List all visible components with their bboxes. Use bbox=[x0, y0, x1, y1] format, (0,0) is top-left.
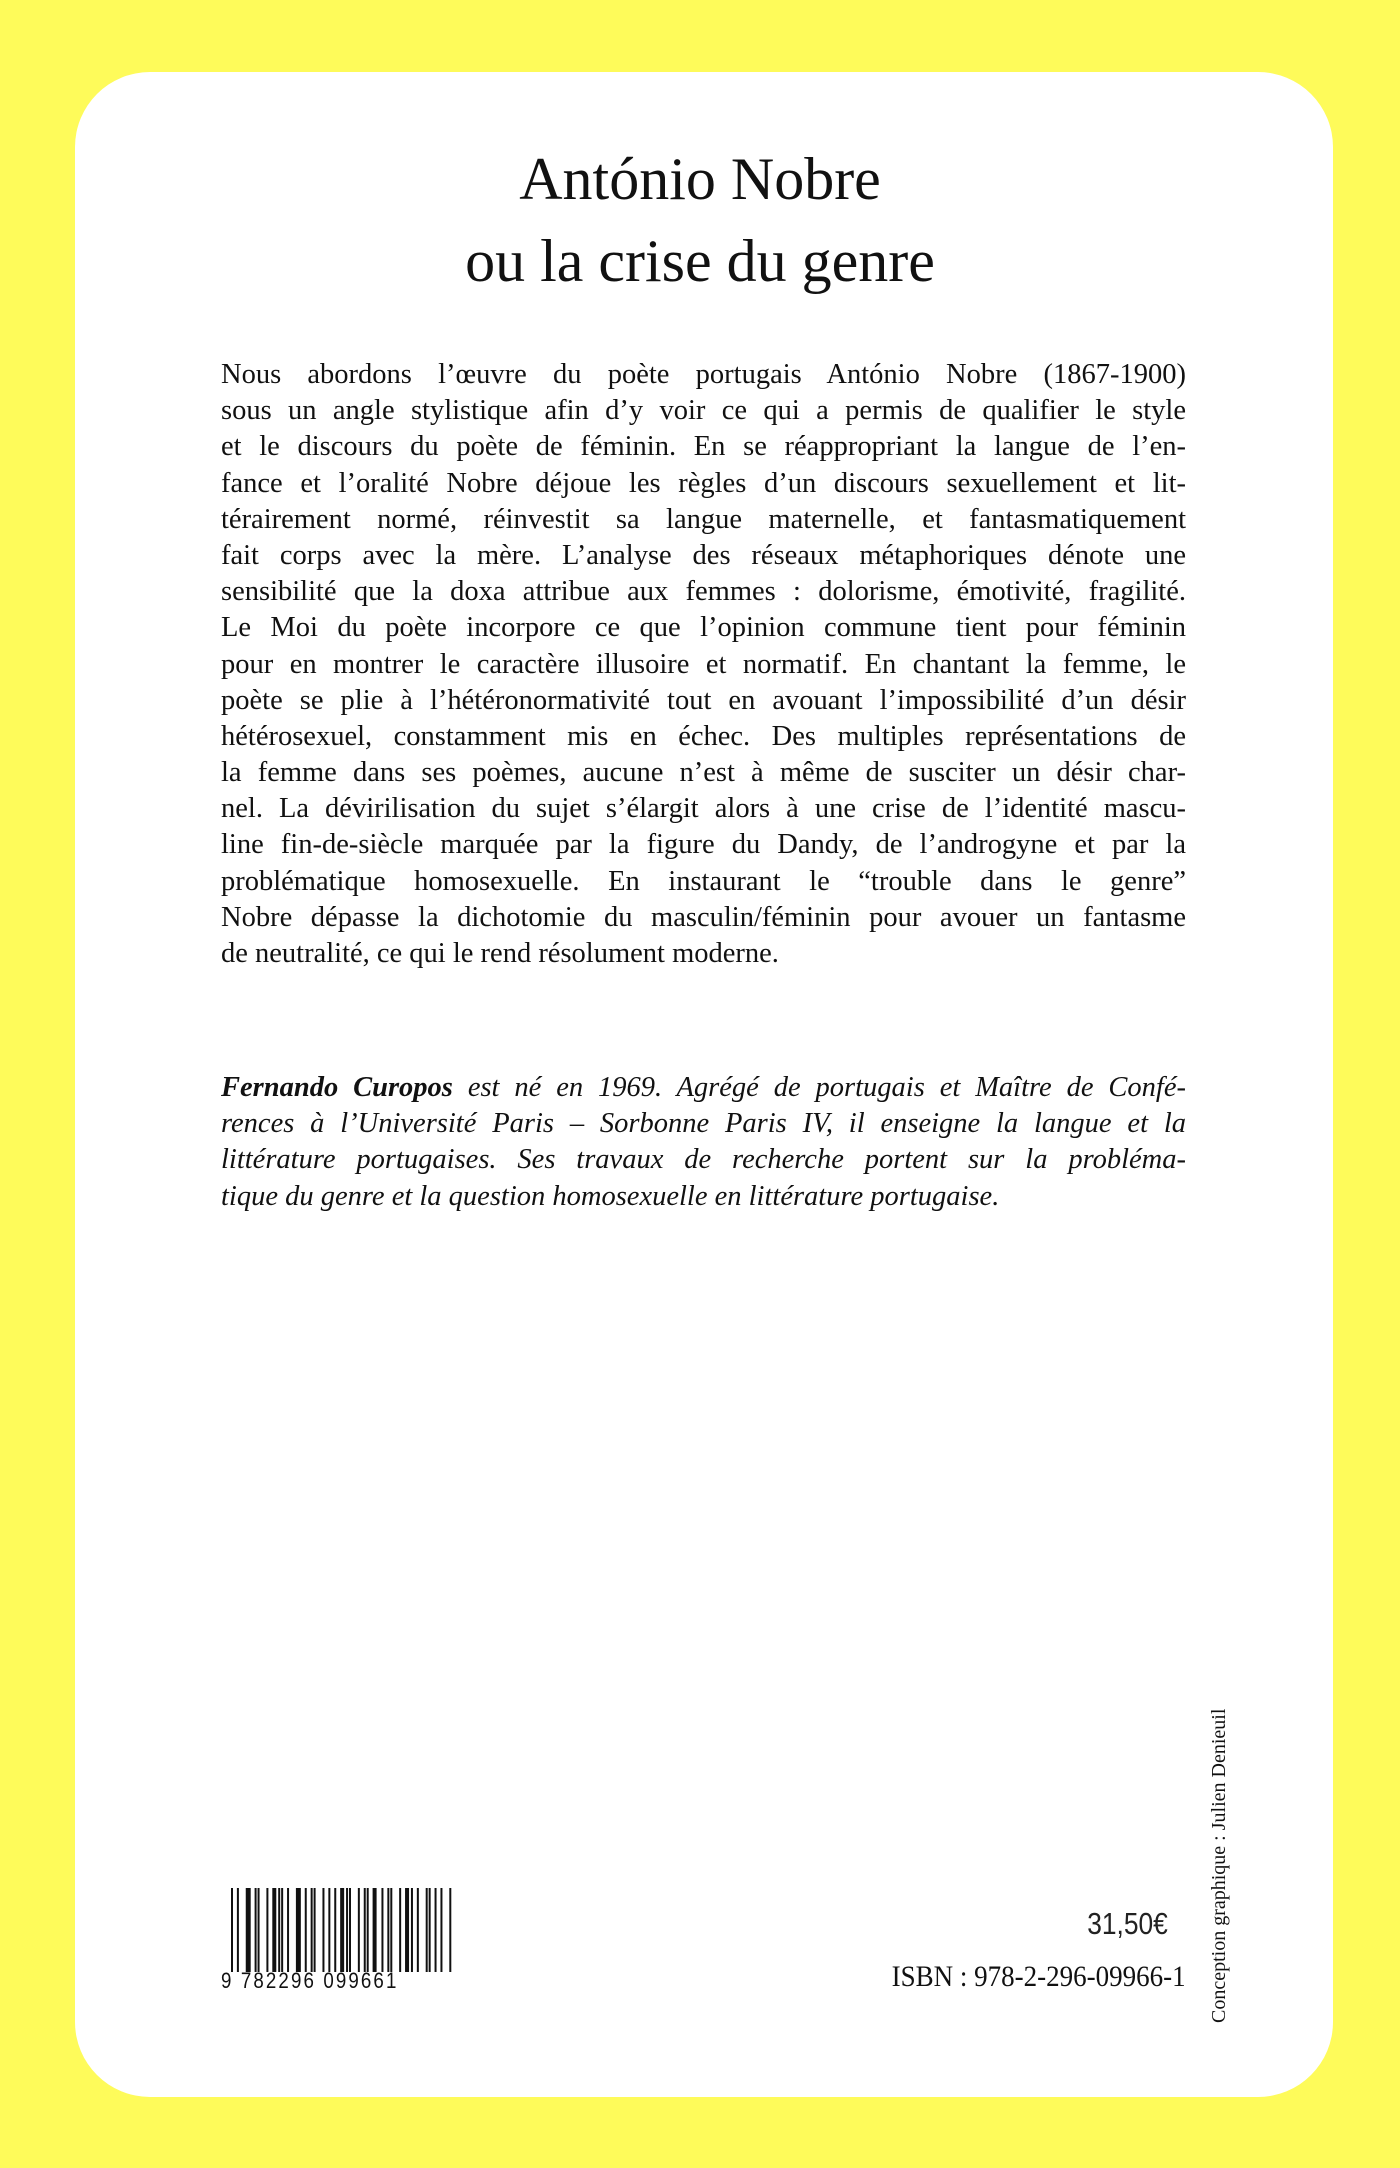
summary-line: Nous abordons l’œuvre du poète portugais António Nobre (1867-1900) bbox=[221, 359, 1186, 390]
barcode-bar bbox=[399, 1888, 401, 1972]
book-title bbox=[0, 138, 1400, 302]
barcode-bar bbox=[278, 1888, 280, 1972]
summary-line: problématique homosexuelle. En instaurant le “trouble dans le genre” bbox=[221, 865, 1186, 897]
barcode-bar bbox=[367, 1888, 369, 1972]
barcode-bar bbox=[322, 1888, 324, 1972]
barcode-bar bbox=[249, 1888, 251, 1972]
barcode-bar bbox=[266, 1888, 268, 1972]
barcode-bar bbox=[364, 1888, 366, 1972]
title-line-1: António Nobre bbox=[519, 146, 881, 212]
summary-paragraph bbox=[221, 357, 1186, 972]
summary-line: Le Moi du poète incorpore ce que l’opinion commune tient pour féminin bbox=[221, 612, 1186, 644]
summary-line: sensibilité que la doxa attribue aux femmes : dolorisme, émotivité, fragilité. bbox=[221, 576, 1186, 608]
design-credit: Conception graphique : Julien Denieuil bbox=[1208, 1708, 1230, 2023]
barcode-bar bbox=[411, 1888, 413, 1972]
title-line-2: ou la crise du genre bbox=[465, 228, 935, 294]
barcode-bar bbox=[373, 1888, 377, 1972]
barcode-bar bbox=[417, 1888, 419, 1972]
barcode-bar bbox=[405, 1888, 409, 1972]
barcode-bars bbox=[231, 1888, 453, 1972]
barcode-bar bbox=[440, 1888, 442, 1972]
price: 31,50€ bbox=[1087, 1906, 1168, 1941]
barcode-bar bbox=[258, 1888, 260, 1972]
summary-line: poète se plie à l’hétéronormativité tout en avouant l’impossibilité d’un désir bbox=[221, 684, 1186, 716]
barcode-bar bbox=[314, 1888, 316, 1972]
barcode-bar bbox=[429, 1888, 431, 1972]
bio-line: littérature portugaises. Ses travaux de recherche portent sur la probléma- bbox=[221, 1144, 1186, 1176]
barcode-bar bbox=[349, 1888, 351, 1972]
barcode-digits: 9 782296 099661 bbox=[221, 1968, 399, 1993]
bio-line: rences à l’Université Paris – Sorbonne Paris IV, il enseigne la langue et la bbox=[221, 1108, 1186, 1140]
summary-line: fait corps avec la mère. L’analyse des réseaux métaphoriques dénote une bbox=[221, 539, 1186, 571]
summary-line: nel. La dévirilisation du sujet s’élargit alors à une crise de l’identité mascu- bbox=[221, 793, 1186, 825]
summary-line: hétérosexuel, constamment mis en échec. Des multiples représentations de bbox=[221, 720, 1186, 752]
bio-line: tique du genre et la question homosexuelle en littérature portugaise. bbox=[221, 1180, 1000, 1212]
barcode bbox=[221, 1888, 457, 1992]
summary-line: fance et l’oralité Nobre déjoue les règles d’un discours sexuellement et lit- bbox=[221, 467, 1186, 499]
barcode-bar bbox=[287, 1888, 289, 1972]
barcode-bar bbox=[272, 1888, 276, 1972]
barcode-bar bbox=[435, 1888, 437, 1972]
barcode-bar bbox=[305, 1888, 307, 1972]
isbn: ISBN : 978-2-296-09966-1 bbox=[892, 1960, 1186, 1993]
barcode-bar bbox=[231, 1888, 233, 1972]
barcode-bar bbox=[334, 1888, 336, 1972]
bio-line: est né en 1969. Agrégé de portugais et Maître de Confé- bbox=[452, 1072, 1186, 1103]
barcode-bar bbox=[426, 1888, 428, 1972]
author-name: Fernando Curopos bbox=[221, 1072, 453, 1103]
barcode-bar bbox=[281, 1888, 283, 1972]
barcode-bar bbox=[358, 1888, 360, 1972]
barcode-bar bbox=[381, 1888, 383, 1972]
barcode-bar bbox=[237, 1888, 239, 1972]
barcode-bar bbox=[311, 1888, 313, 1972]
barcode-bar bbox=[299, 1888, 301, 1972]
summary-line: line fin-de-siècle marquée par la figure du Dandy, de l’androgyne et par la bbox=[221, 829, 1186, 861]
barcode-bar bbox=[387, 1888, 389, 1972]
summary-line: de neutralité, ce qui le rend résolument moderne. bbox=[221, 938, 779, 969]
author-bio bbox=[221, 1070, 1186, 1215]
summary-line: sous un angle stylistique afin d’y voir ce qui a permis de qualifier le style bbox=[221, 395, 1186, 427]
summary-line: Nobre dépasse la dichotomie du masculin/féminin pour avouer un fantasme bbox=[221, 901, 1186, 933]
summary-line: et le discours du poète de féminin. En se réappropriant la langue de l’en- bbox=[221, 431, 1186, 463]
summary-line: térairement normé, réinvestit sa langue maternelle, et fantasmatiquement bbox=[221, 503, 1186, 535]
barcode-bar bbox=[449, 1888, 451, 1972]
barcode-bar bbox=[390, 1888, 392, 1972]
summary-line: pour en montrer le caractère illusoire et normatif. En chantant la femme, le bbox=[221, 648, 1186, 680]
barcode-bar bbox=[340, 1888, 344, 1972]
barcode-bar bbox=[255, 1888, 257, 1972]
summary-line: la femme dans ses poèmes, aucune n’est à même de susciter un désir char- bbox=[221, 757, 1186, 789]
barcode-bar bbox=[346, 1888, 348, 1972]
barcode-bar bbox=[328, 1888, 330, 1972]
